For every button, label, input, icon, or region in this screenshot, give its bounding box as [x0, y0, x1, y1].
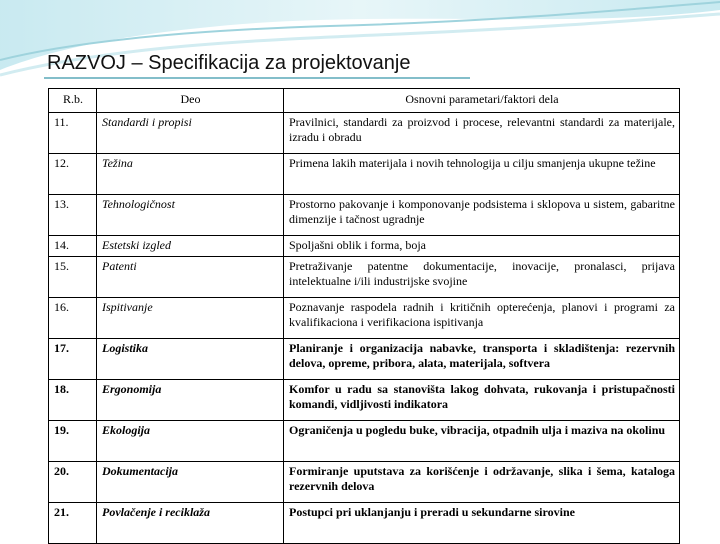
table-row [49, 421, 680, 462]
row-description: Primena lakih materijala i novih tehnologija u cilju smanjenja ukupne težine [284, 154, 680, 195]
row-number: 17. [49, 339, 97, 380]
row-part: Estetski izgled [97, 236, 284, 257]
decorative-swoosh [0, 0, 720, 90]
row-description: Komfor u radu sa stanovišta lakog dohvata, rukovanja i pristupačnosti komandi, vidljivosti indikatora [284, 380, 680, 421]
row-description: Postupci pri uklanjanju i preradi u sekundarne sirovine [284, 503, 680, 544]
specification-table [48, 88, 680, 544]
table-row [49, 462, 680, 503]
table-row [49, 503, 680, 544]
row-description: Ograničenja u pogledu buke, vibracija, otpadnih ulja i maziva na okolinu [284, 421, 680, 462]
row-description: Pravilnici, standardi za proizvod i procese, relevantni standardi za materijale, izradu i obradu [284, 113, 680, 154]
row-number: 18. [49, 380, 97, 421]
row-number: 14. [49, 236, 97, 257]
table-row [49, 257, 680, 298]
table-row [49, 154, 680, 195]
row-part: Standardi i propisi [97, 113, 284, 154]
row-part: Logistika [97, 339, 284, 380]
row-description: Formiranje uputstava za korišćenje i održavanje, slika i šema, kataloga rezervnih delova [284, 462, 680, 503]
table-header-row [49, 89, 680, 113]
table-row [49, 195, 680, 236]
row-number: 13. [49, 195, 97, 236]
row-part: Tehnologičnost [97, 195, 284, 236]
row-number: 12. [49, 154, 97, 195]
row-part: Ergonomija [97, 380, 284, 421]
row-part: Povlačenje i reciklaža [97, 503, 284, 544]
row-description: Planiranje i organizacija nabavke, transporta i skladištenja: rezervnih delova, opreme, pribora, alata, materijala, softvera [284, 339, 680, 380]
row-number: 21. [49, 503, 97, 544]
row-number: 16. [49, 298, 97, 339]
row-number: 19. [49, 421, 97, 462]
table-row [49, 113, 680, 154]
header-deo: Deo [97, 89, 284, 113]
row-part: Ispitivanje [97, 298, 284, 339]
row-part: Ekologija [97, 421, 284, 462]
row-number: 11. [49, 113, 97, 154]
table-row [49, 236, 680, 257]
row-description: Poznavanje raspodela radnih i kritičnih opterećenja, planovi i programi za kvalifikaciona i verifikaciona ispitivanja [284, 298, 680, 339]
table-row [49, 339, 680, 380]
row-number: 20. [49, 462, 97, 503]
table-row [49, 298, 680, 339]
row-part: Dokumentacija [97, 462, 284, 503]
table-row [49, 380, 680, 421]
row-part: Težina [97, 154, 284, 195]
row-description: Spoljašni oblik i forma, boja [284, 236, 680, 257]
slide-title: RAZVOJ – Specifikacija za projektovanje [47, 52, 411, 74]
row-description: Prostorno pakovanje i komponovanje podsistema i sklopova u sistem, gabaritne dimenzije i tačnost ugradnje [284, 195, 680, 236]
row-description: Pretraživanje patentne dokumentacije, inovacije, pronalasci, prijava intelektualne i/ili industrijske svojine [284, 257, 680, 298]
header-parametri: Osnovni parametari/faktori dela [284, 89, 680, 113]
row-number: 15. [49, 257, 97, 298]
header-rb: R.b. [49, 89, 97, 113]
row-part: Patenti [97, 257, 284, 298]
